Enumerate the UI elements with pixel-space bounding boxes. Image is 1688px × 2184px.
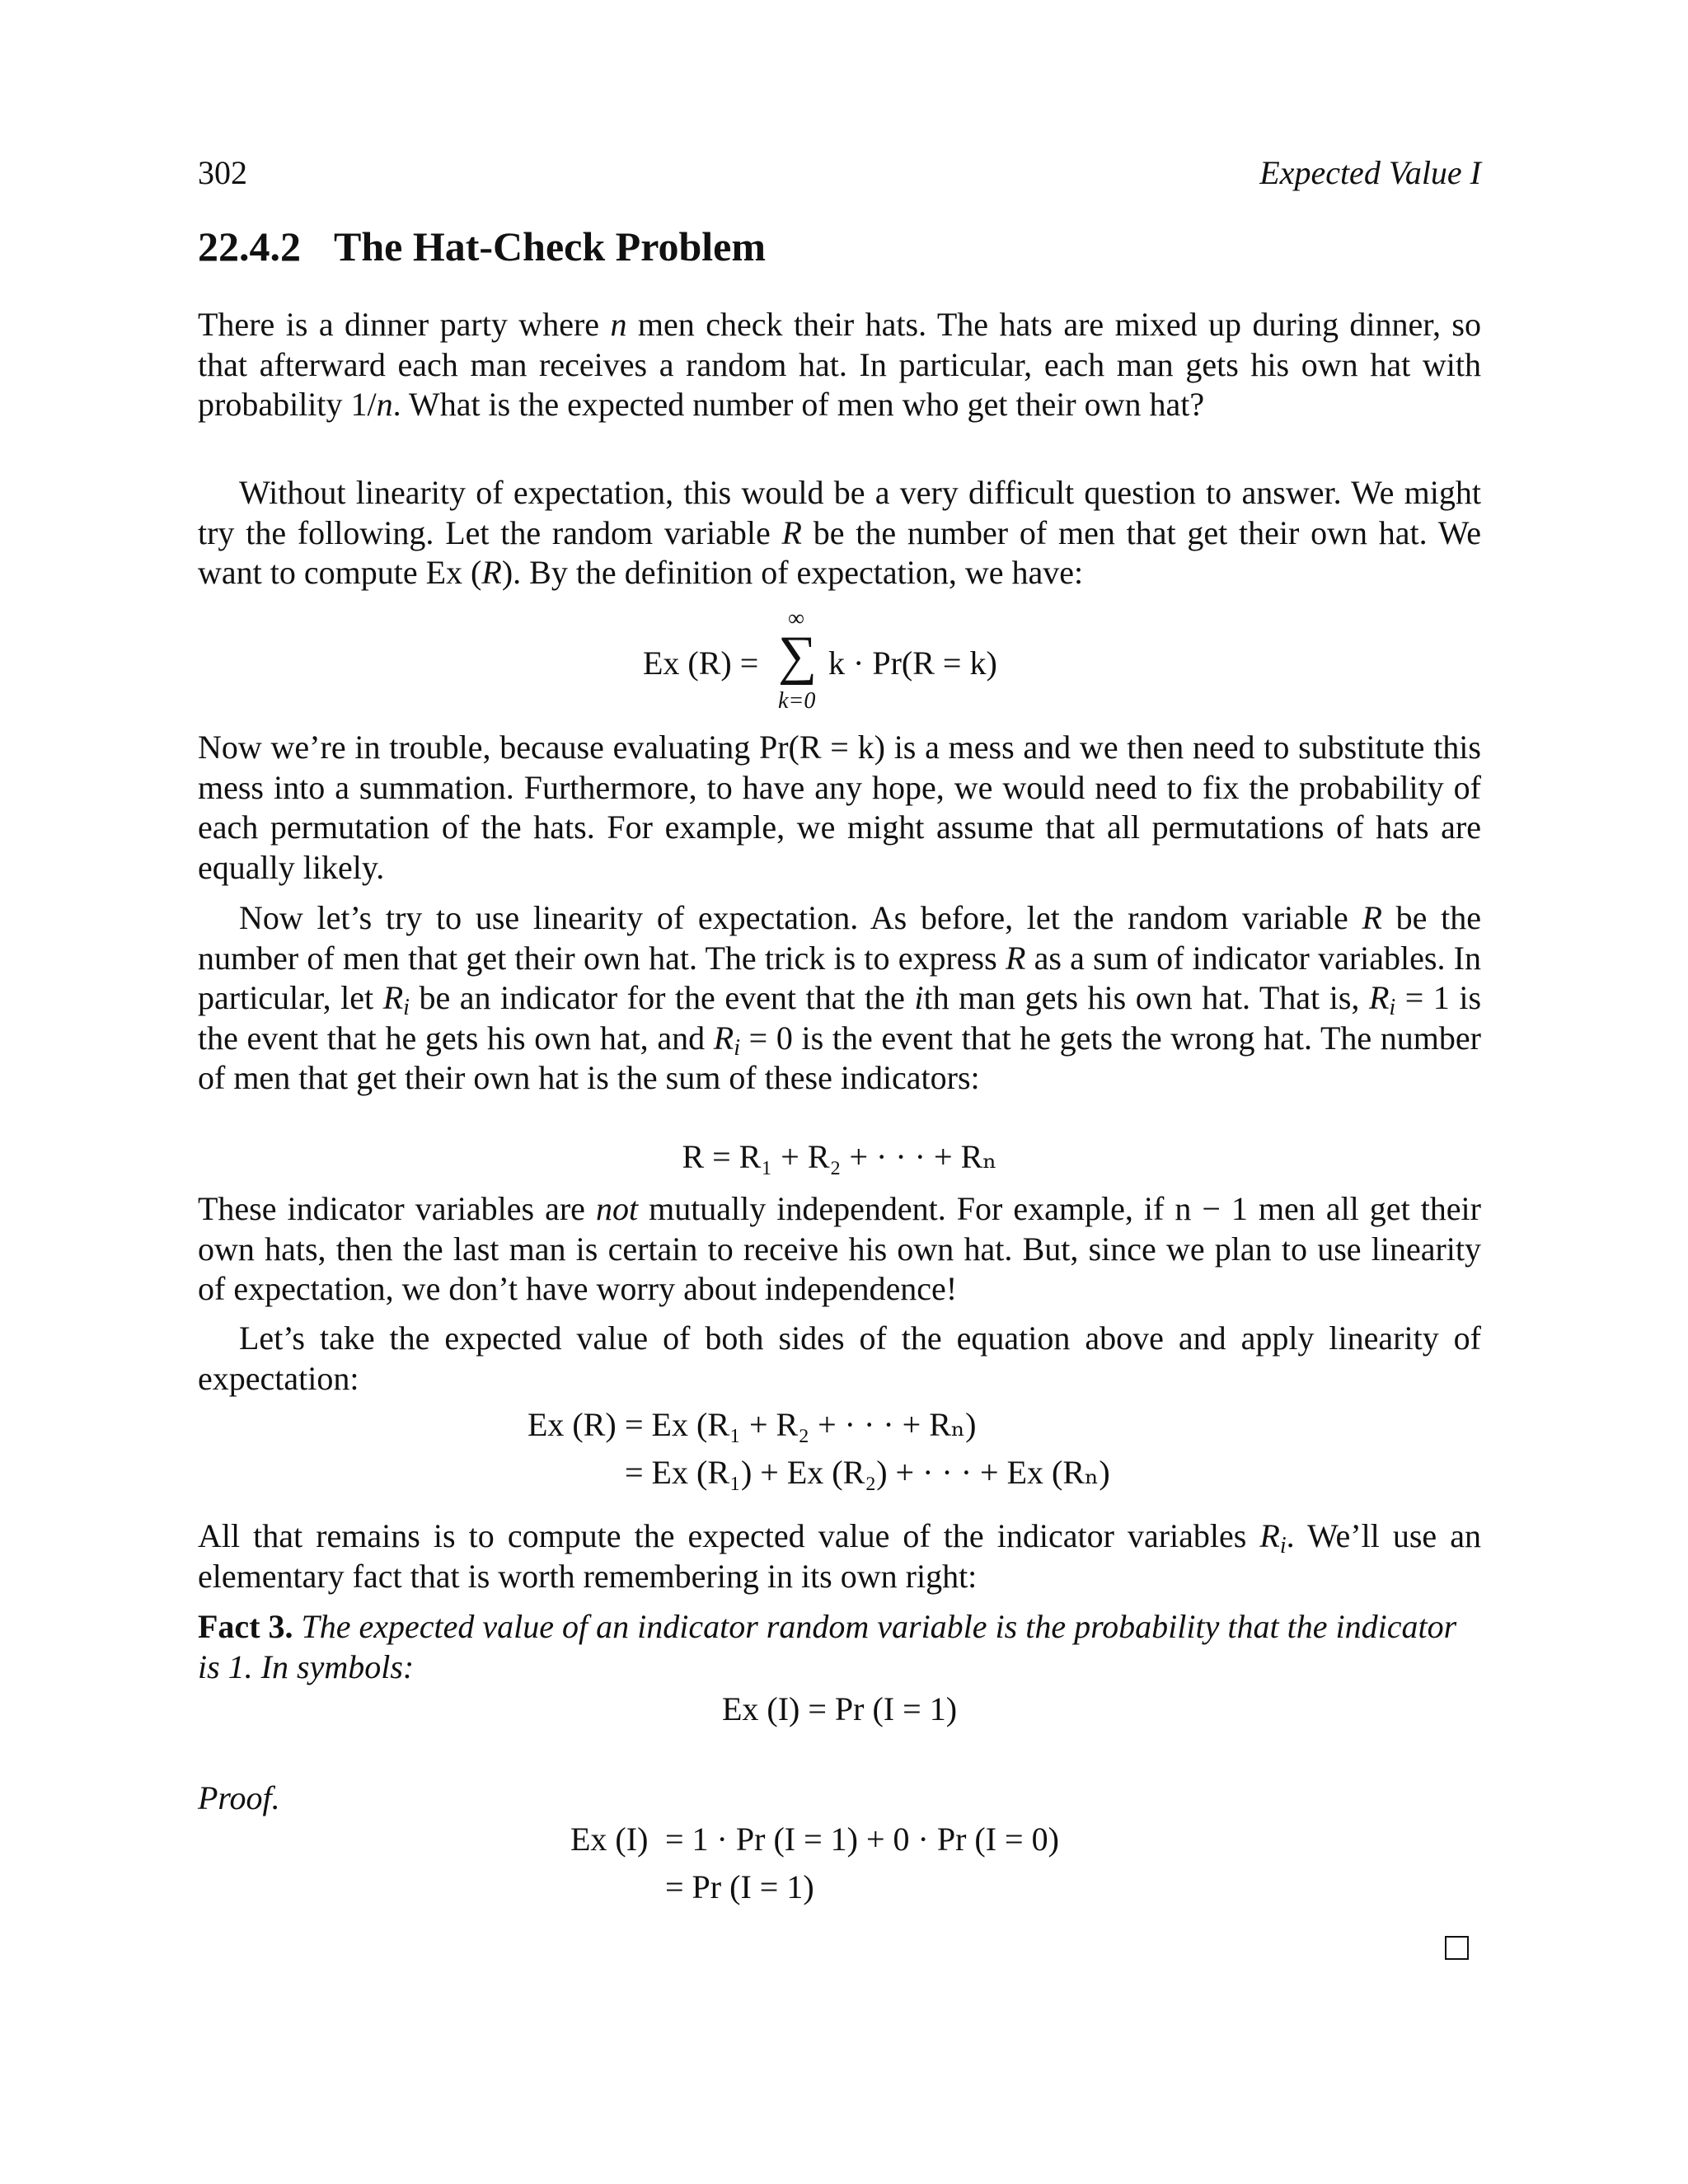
proof-row-1-lhs: Ex (I) xyxy=(570,1821,649,1858)
paragraph-intro: There is a dinner party where n men check their hats. The hats are mixed up during dinner, so that afterward each man receives a random hat. In particular, each man gets his own hat with probability 1/n. What is the expected number of men who get their own hat? xyxy=(198,306,1481,423)
proof-label: Proof. xyxy=(198,1779,280,1816)
fact-text: The expected value of an indicator random variable is the probability that the indicator is 1. In symbols: xyxy=(198,1608,1457,1685)
paragraph-remains: All that remains is to compute the expected value of the indicator variables $R_i$. We’ll use an elementary fact that is worth remembering in its own right: xyxy=(198,1517,1481,1595)
fact-equation: Ex (I) = Pr (I = 1) xyxy=(721,1690,958,1727)
summation-symbol: ∑ xyxy=(778,626,818,686)
equation-lhs: Ex (R) = xyxy=(643,644,759,682)
proof-row-2-rhs: = Pr (I = 1) xyxy=(665,1868,814,1905)
equation-row-1-lhs: Ex (R) xyxy=(528,1406,617,1443)
section-title: The Hat-Check Problem xyxy=(334,223,767,269)
section-heading xyxy=(198,223,766,270)
equation-row-2-rhs: = Ex (R₁) + Ex (R₂) + · · · + Ex (Rₙ) xyxy=(625,1454,1110,1491)
sum-upper-limit: ∞ xyxy=(788,606,804,631)
section-number: 22.4.2 xyxy=(198,223,301,269)
sum-lower-limit: k=0 xyxy=(778,688,816,714)
fact-label: Fact 3. xyxy=(198,1608,293,1645)
fact-3 xyxy=(198,1607,1481,1687)
page-number: 302 xyxy=(198,154,247,191)
paragraph-without-linearity: Without linearity of expectation, this would be a very difficult question to answer. We might try the following. Let the random variable R be the number of men that get their own hat. We want to compute Ex (R). By the definition of expectation, we have: xyxy=(198,474,1481,591)
equation-rhs: k · Pr(R = k) xyxy=(828,644,997,682)
paragraph-not-independent: These indicator variables are not mutually independent. For example, if n − 1 men all get their own hats, then the last man is certain to receive his own hat. But, since we plan to use linearity of expectation, we don’t have worry about independence! xyxy=(198,1190,1481,1307)
paragraph-trouble: Now we’re in trouble, because evaluating Pr(R = k) is a mess and we then need to substitute this mess into a summation. Furthermore, to have any hope, we would need to fix the probability of each permutation of the hats. For example, we might assume that all permutations of hats are equally likely. xyxy=(198,729,1481,886)
paragraph-take-expectation: Let’s take the expected value of both sides of the equation above and apply linearity of expectation: xyxy=(198,1319,1481,1397)
equation-row-1-rhs: = Ex (R₁ + R₂ + · · · + Rₙ) xyxy=(625,1406,977,1443)
paragraph-indicators: Now let’s try to use linearity of expectation. As before, let the random variable R be the number of men that get their own hat. The trick is to express R as a sum of indicator variables. In particular, let $R_i$ be an indicator for the event that the ith man gets his own hat. That is, $R_i = 1$ is the event that he gets his own hat, and $R_i = 0$ is the event that he gets the wrong hat. The number of men that get their own hat is the sum of these indicators: xyxy=(198,899,1482,1096)
proof-row-1-rhs: = 1 · Pr (I = 1) + 0 · Pr (I = 0) xyxy=(665,1821,1059,1858)
equation-indicator-sum: R = R₁ + R₂ + · · · + Rₙ xyxy=(682,1138,997,1175)
running-title: Expected Value I xyxy=(1259,154,1481,191)
qed-box-icon xyxy=(1445,1936,1469,1960)
